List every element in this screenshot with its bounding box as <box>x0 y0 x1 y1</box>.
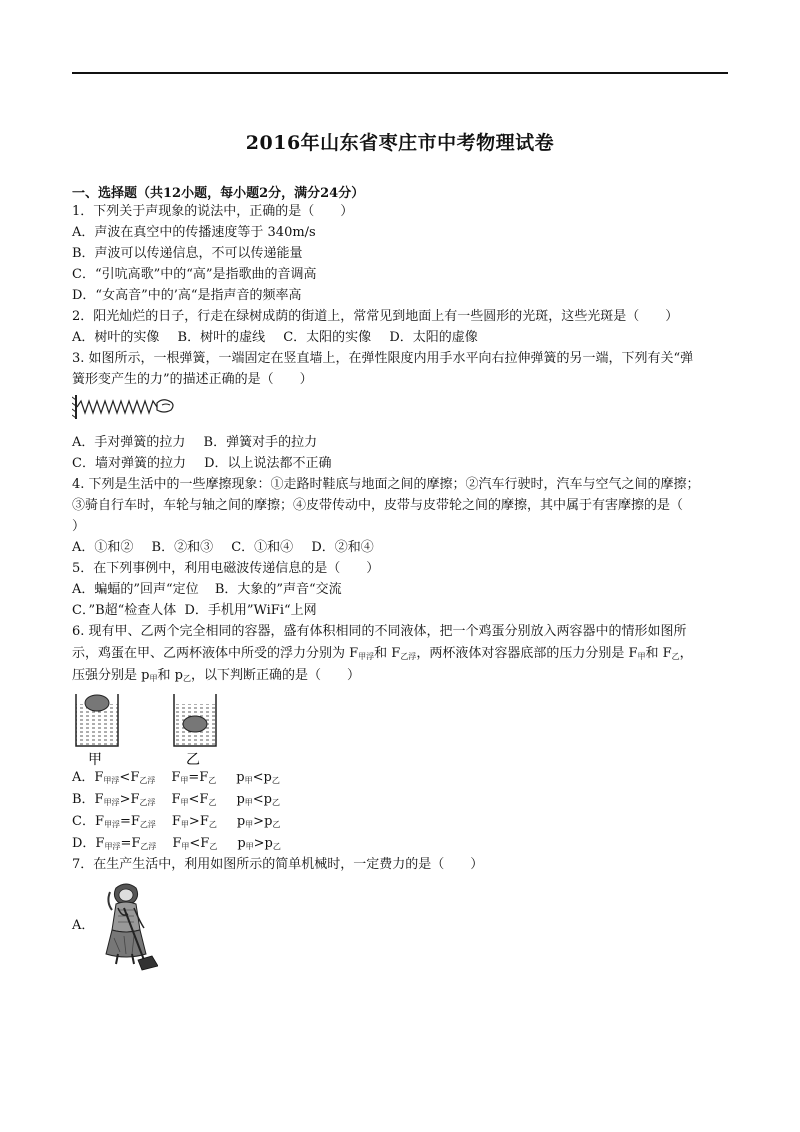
beaker-yi <box>174 694 216 746</box>
q4-option-a: A．①和② <box>72 540 134 555</box>
q4-option-b: B．②和③ <box>151 540 214 555</box>
q5-options-row2 <box>72 603 317 619</box>
q7-option-a-label: A． <box>72 918 95 933</box>
q5-option-c: C．”B超“检查人体 <box>72 603 177 618</box>
q1-option-d: D．“女高音”中的’高“是指声音的频率高 <box>72 288 302 303</box>
q5-option-b: B．大象的”声音“交流 <box>214 582 342 597</box>
q2-options <box>72 330 478 346</box>
q5-option-a: A．蝙蝠的”回声“定位 <box>72 582 199 597</box>
q4-stem-line1: 4. 下列是生活中的一些摩擦现象：①走路时鞋底与地面之间的摩擦；②汽车行驶时，汽车与空气之间的摩擦； <box>72 477 700 492</box>
beaker-label-jia: 甲 <box>88 752 102 766</box>
q2-option-a: A．树叶的实像 <box>72 330 160 345</box>
q6-stem-line1: 6. 现有甲、乙两个完全相同的容器，盛有体积相同的不同液体，把一个鸡蛋分别放入两容器中的情形如图所 <box>72 624 687 639</box>
sweeping-person-figure <box>94 882 158 972</box>
q1-stem: 1．下列关于声现象的说法中，正确的是（ ） <box>72 204 354 219</box>
q1-option-a: A．声波在真空中的传播速度等于 340m/s <box>72 225 316 240</box>
q3-options-row2 <box>72 456 332 472</box>
q4-option-c: C．①和④ <box>231 540 294 555</box>
q3-option-d: D．以上说法都不正确 <box>204 456 332 471</box>
spring-figure <box>72 393 182 421</box>
q4-stem-line2: ③骑自行车时，车轮与轴之间的摩擦；④皮带传动中，皮带与皮带轮之间的摩擦，其中属于有害摩擦的是（ <box>72 498 684 513</box>
q3-stem-line2: 簧形变产生的力”的描述正确的是（ ） <box>72 372 313 387</box>
q5-options-row1 <box>72 582 342 598</box>
q5-option-d: D．手机用”WiFi“上网 <box>184 603 317 618</box>
q1-option-b: B．声波可以传递信息，不可以传递能量 <box>72 246 303 261</box>
q3-option-b: B．弹簧对手的拉力 <box>203 435 318 450</box>
q2-option-c: C．太阳的实像 <box>283 330 372 345</box>
section-heading: 一、选择题（共12小题，每小题2分，满分24分） <box>72 186 365 201</box>
q3-option-c: C．墙对弹簧的拉力 <box>72 456 186 471</box>
q6-option-b: B．F甲浮>F乙浮 F甲<F乙 p甲<p乙 <box>72 792 280 807</box>
page-title: 2016年山东省枣庄市中考物理试卷 <box>245 132 555 154</box>
q4-option-d: D．②和④ <box>311 540 374 555</box>
q4-stem-line3: ） <box>72 519 86 534</box>
q2-option-b: B．树叶的虚线 <box>177 330 266 345</box>
q3-options-row1 <box>72 435 317 451</box>
q4-options <box>72 540 374 556</box>
q3-stem-line1: 3. 如图所示，一根弹簧，一端固定在竖直墙上，在弹性限度内用手水平向右拉伸弹簧的另一端，下列有关“弹 <box>72 351 694 366</box>
q2-option-d: D．太阳的虚像 <box>389 330 478 345</box>
beaker-jia <box>76 694 118 746</box>
q3-option-a: A．手对弹簧的拉力 <box>72 435 186 450</box>
q6-option-a: A．F甲浮<F乙浮 F甲=F乙 p甲<p乙 <box>72 770 280 785</box>
q6-option-c: C．F甲浮=F乙浮 F甲>F乙 p甲>p乙 <box>72 814 281 829</box>
beaker-label-yi: 乙 <box>186 752 200 766</box>
q6-stem-line3: 压强分别是 $p_甲$和 $p_乙$，以下判断正确的是（ ） <box>72 668 360 683</box>
q6-option-d: D．F甲浮=F乙浮 F甲<F乙 p甲>p乙 <box>72 836 281 851</box>
q7-stem: 7．在生产生活中，利用如图所示的简单机械时，一定费力的是（ ） <box>72 857 484 872</box>
q2-stem: 2．阳光灿烂的日子，行走在绿树成荫的街道上，常常见到地面上有一些圆形的光斑，这些光斑是（ ） <box>72 309 679 324</box>
q6-stem-line2: 示，鸡蛋在甲、乙两杯液体中所受的浮力分别为 $F_{甲浮}$和 $F_{乙浮}$，两杯液体对容器底部的压力分别是 $F_甲$和 $F_乙$， <box>72 646 693 661</box>
q1-option-c: C．“引吭高歌”中的“高”是指歌曲的音调高 <box>72 267 317 282</box>
header-rule <box>72 72 728 74</box>
q5-stem: 5．在下列事例中，利用电磁波传递信息的是（ ） <box>72 561 380 576</box>
beakers-figure <box>74 690 224 766</box>
